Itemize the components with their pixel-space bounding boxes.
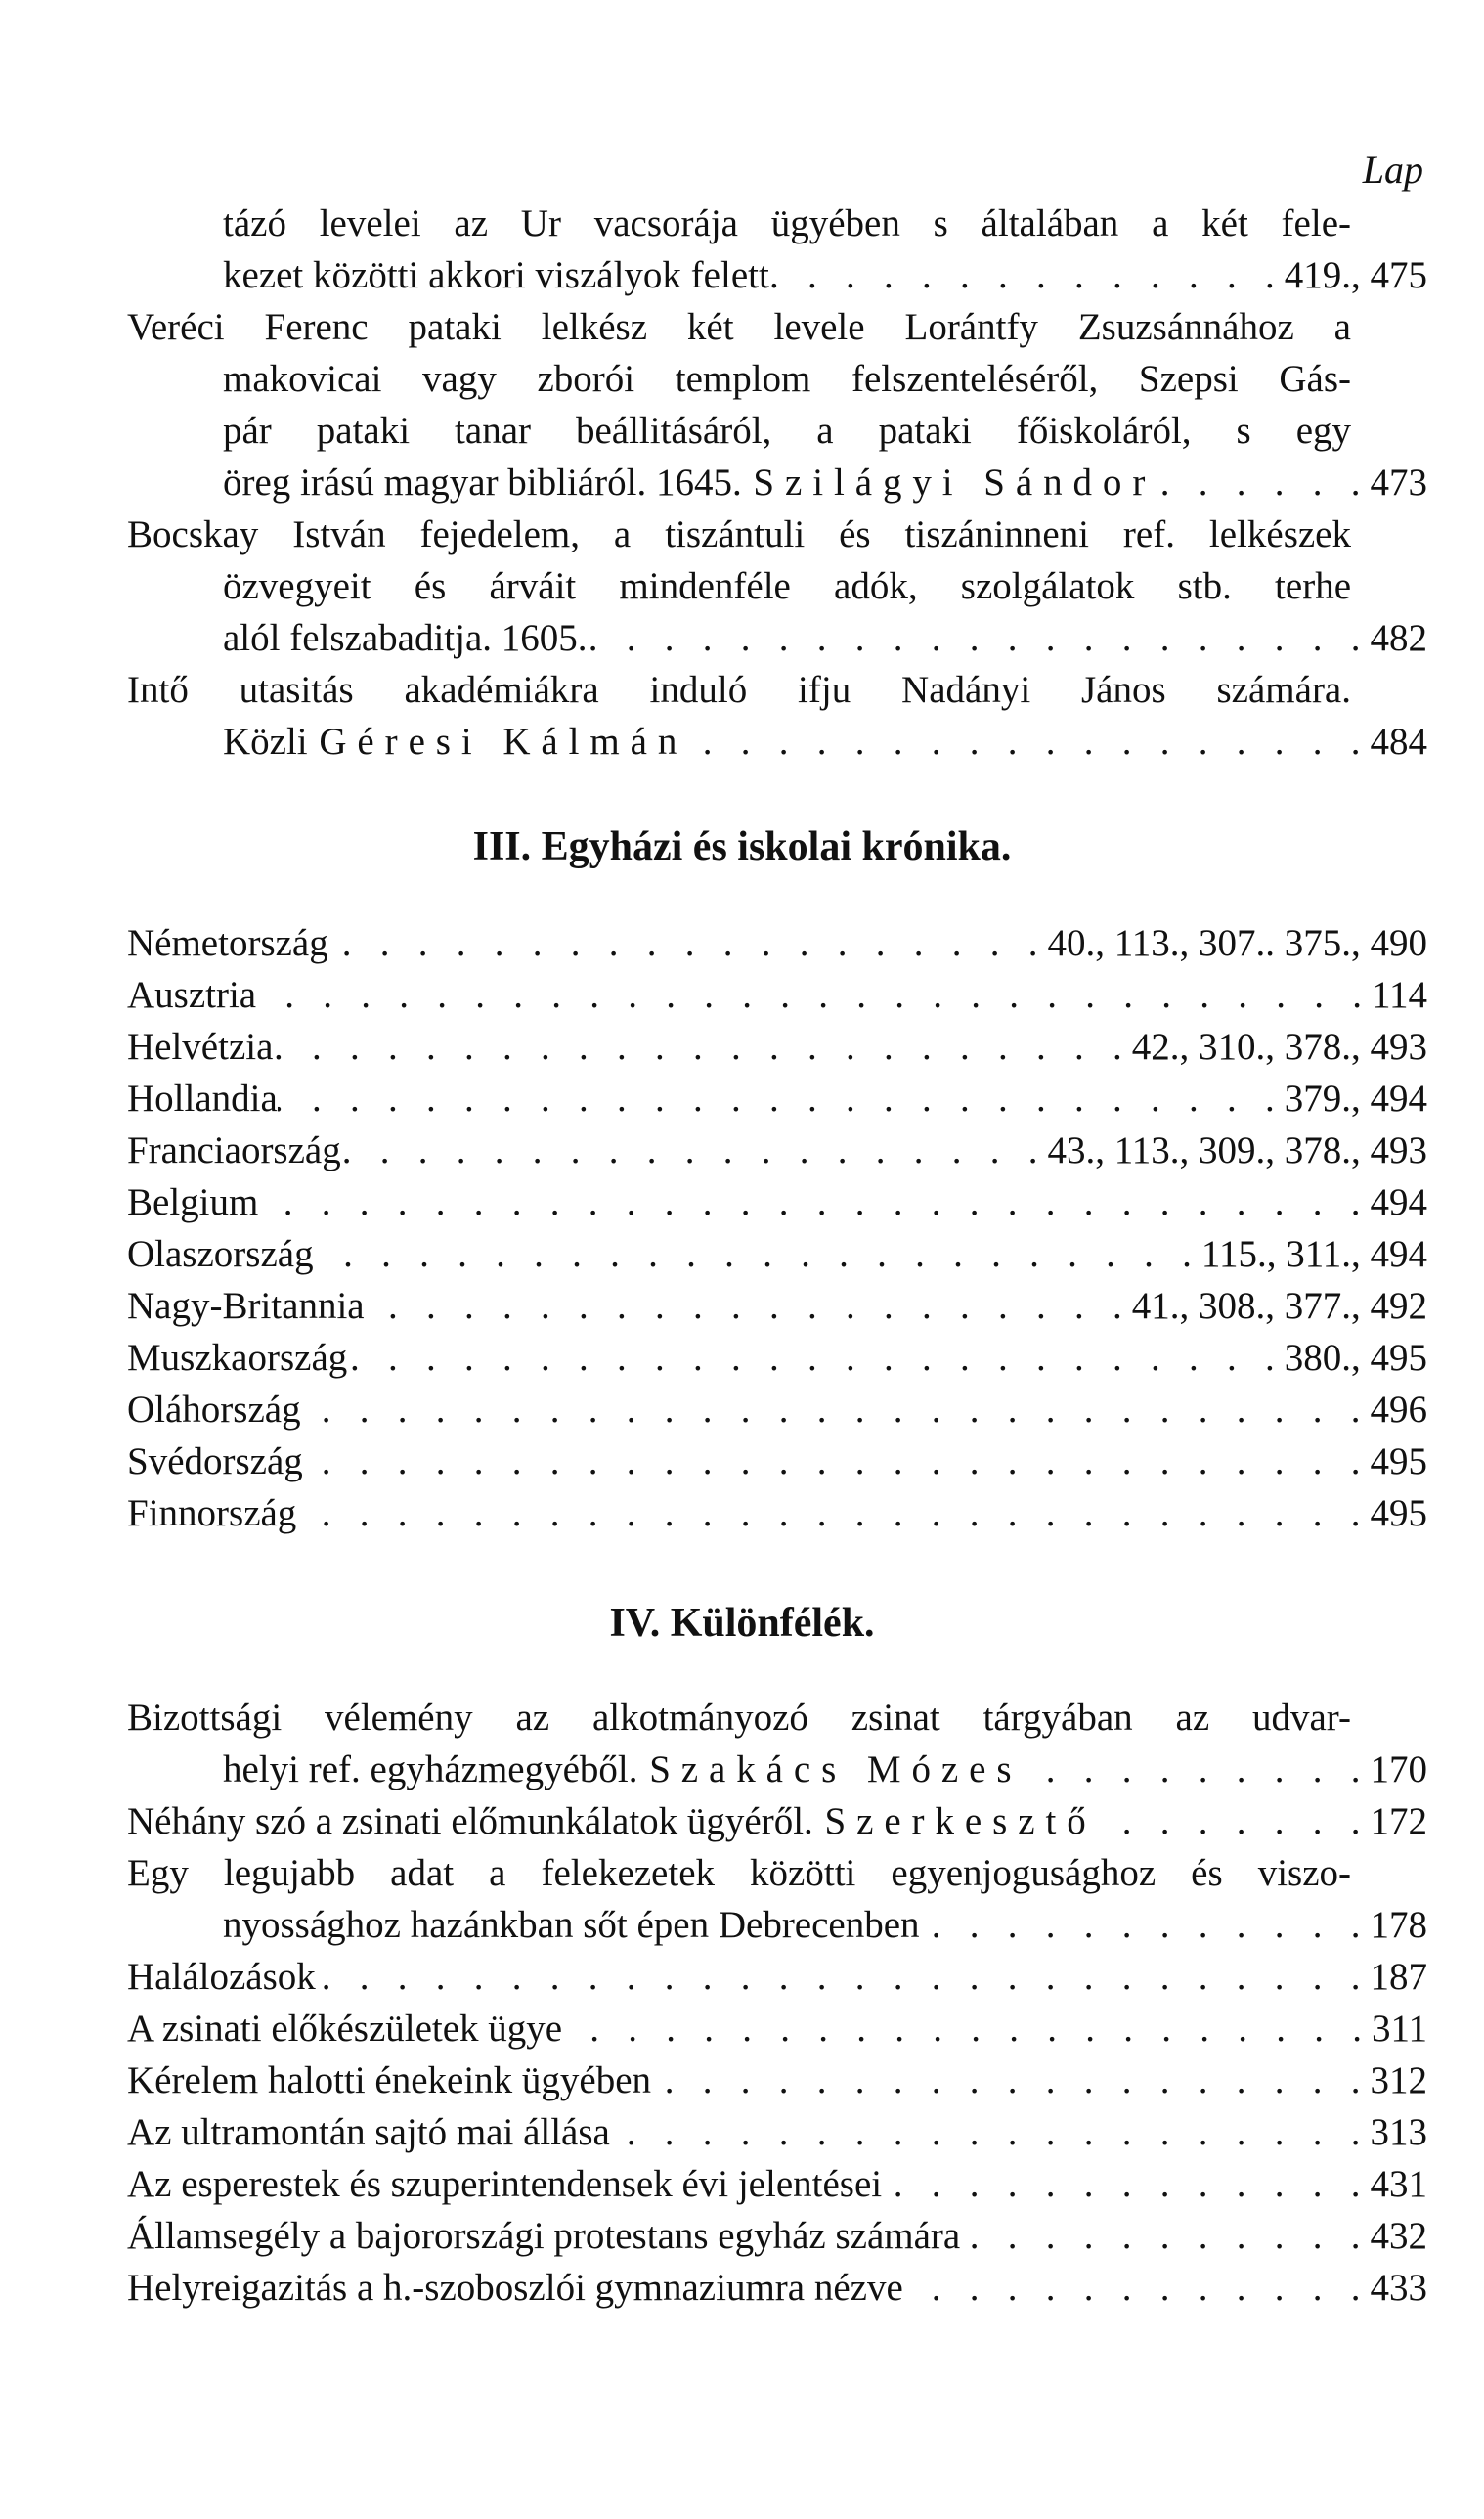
page-number: 40., 113., 307.. 375., 490 bbox=[1047, 922, 1427, 964]
toc-entry bbox=[127, 1125, 1427, 1176]
entry-title: tázó levelei az Ur vacsorája ügyében s általában a két fele- bbox=[223, 202, 1351, 244]
dot-leader bbox=[258, 1176, 1370, 1228]
dot-leader bbox=[273, 1021, 1131, 1073]
entry-text bbox=[223, 457, 1156, 508]
page-number: 433 bbox=[1370, 2267, 1427, 2309]
toc-entry bbox=[127, 1073, 1427, 1125]
entry-text bbox=[223, 1899, 920, 1951]
toc-entry bbox=[127, 1176, 1427, 1228]
section-heading-3: III. Egyházi és iskolai krónika. bbox=[472, 824, 1012, 869]
entry-text bbox=[127, 969, 256, 1021]
entry-title: Helvétzia bbox=[127, 1026, 274, 1068]
dot-leader bbox=[301, 1384, 1371, 1436]
entry-line bbox=[127, 1436, 1427, 1487]
entry-text bbox=[127, 2106, 610, 2158]
page-number: 114 bbox=[1371, 974, 1427, 1016]
dot-leader bbox=[610, 2106, 1371, 2158]
entry-author: Szerkesztő bbox=[824, 1800, 1097, 1842]
entry-line bbox=[127, 508, 1427, 560]
entry-line bbox=[127, 405, 1427, 457]
toc-entry bbox=[127, 1384, 1427, 1436]
entry-line bbox=[127, 2003, 1427, 2055]
page-number: 432 bbox=[1370, 2215, 1427, 2257]
entry-title: Intő utasitás akadémiákra induló ifju Nadányi János számára. bbox=[127, 669, 1351, 711]
entry-line bbox=[127, 1073, 1427, 1125]
entry-line bbox=[127, 2158, 1427, 2210]
entry-text bbox=[127, 2262, 903, 2314]
toc-entry bbox=[127, 1436, 1427, 1487]
entry-title: Muszkaország bbox=[127, 1337, 348, 1379]
page-number: 41., 308., 377., 492 bbox=[1131, 1285, 1427, 1327]
entry-line bbox=[127, 612, 1427, 664]
entry-title: makovicai vagy zborói templom felszenteléséről, Szepsi Gás- bbox=[223, 358, 1351, 400]
entry-text bbox=[223, 353, 1351, 405]
entry-title: Ausztria bbox=[127, 974, 257, 1016]
dot-leader bbox=[769, 249, 1285, 301]
dot-leader bbox=[314, 1228, 1201, 1280]
entry-text bbox=[127, 664, 1351, 716]
entry-line bbox=[127, 560, 1427, 612]
entry-line bbox=[127, 2262, 1427, 2314]
entry-title: Kérelem halotti énekeink ügyében bbox=[127, 2059, 652, 2101]
page-column-label: Lap bbox=[1362, 148, 1423, 192]
page-number: 482 bbox=[1370, 617, 1427, 659]
page-number: 473 bbox=[1370, 462, 1427, 504]
entry-text bbox=[223, 612, 588, 664]
entry-text bbox=[127, 301, 1351, 353]
page-number: 495 bbox=[1370, 1440, 1427, 1482]
dot-leader bbox=[1022, 1744, 1370, 1795]
page-number: 495 bbox=[1370, 1492, 1427, 1534]
entry-text bbox=[127, 2210, 960, 2262]
entry-text bbox=[127, 1487, 296, 1539]
entry-line bbox=[127, 457, 1427, 508]
entry-title: Az ultramontán sajtó mai állása bbox=[127, 2111, 610, 2153]
page-number: 43., 113., 309., 378., 493 bbox=[1047, 1129, 1427, 1171]
dot-leader bbox=[1097, 1795, 1371, 1847]
entry-title: özvegyeit és árváit mindenféle adók, szolgálatok stb. terhe bbox=[223, 565, 1351, 607]
entry-title: Bocskay István fejedelem, a tiszántuli és tiszáninneni ref. lelkészek bbox=[127, 513, 1351, 555]
entry-text bbox=[127, 1692, 1351, 1744]
entry-title: A zsinati előkészületek ügye bbox=[127, 2008, 563, 2050]
toc-entry bbox=[127, 2158, 1427, 2210]
page-number: 115., 311., 494 bbox=[1200, 1233, 1427, 1275]
entry-text bbox=[127, 1280, 365, 1332]
entry-title: Egy legujabb adat a felekezetek közötti egyenjogusághoz és viszo- bbox=[127, 1852, 1351, 1894]
entry-title: öreg irású magyar bibliáról. 1645. bbox=[223, 462, 742, 504]
entry-title: kezet közötti akkori viszályok felett bbox=[223, 254, 769, 296]
entry-title: Az esperestek és szuperintendensek évi jelentései bbox=[127, 2163, 883, 2205]
entry-text bbox=[127, 1951, 316, 2003]
entry-text bbox=[127, 2055, 651, 2106]
entry-title: Belgium bbox=[127, 1181, 259, 1223]
dot-leader bbox=[296, 1487, 1370, 1539]
entry-line bbox=[127, 198, 1427, 249]
entry-line bbox=[127, 1487, 1427, 1539]
entry-line bbox=[127, 1021, 1427, 1073]
toc-entry bbox=[127, 1228, 1427, 1280]
entry-line bbox=[127, 1125, 1427, 1176]
entry-title: Svédország bbox=[127, 1440, 303, 1482]
page-number: 419., 475 bbox=[1284, 254, 1427, 296]
page-number: 494 bbox=[1370, 1181, 1427, 1223]
entry-line bbox=[127, 1692, 1427, 1744]
entry-title: Közli bbox=[223, 721, 308, 763]
entry-line bbox=[127, 1899, 1427, 1951]
dot-leader bbox=[256, 969, 1372, 1021]
toc-entry bbox=[127, 508, 1427, 664]
toc-entry bbox=[127, 301, 1427, 508]
entry-title: Finnország bbox=[127, 1492, 297, 1534]
page-number: 178 bbox=[1370, 1904, 1427, 1946]
toc-entry bbox=[127, 198, 1427, 301]
dot-leader bbox=[960, 2210, 1370, 2262]
dot-leader bbox=[303, 1436, 1371, 1487]
entry-text bbox=[127, 1332, 347, 1384]
dot-leader bbox=[882, 2158, 1370, 2210]
section-heading-4: IV. Különfélék. bbox=[609, 1601, 875, 1646]
entry-text bbox=[127, 508, 1351, 560]
dot-leader bbox=[562, 2003, 1372, 2055]
toc-entry bbox=[127, 1692, 1427, 1795]
toc-entry bbox=[127, 1280, 1427, 1332]
entry-text bbox=[127, 1176, 258, 1228]
page-number: 380., 495 bbox=[1284, 1337, 1427, 1379]
entry-title: Bizottsági vélemény az alkotmányozó zsinat tárgyában az udvar- bbox=[127, 1697, 1351, 1739]
entry-title: Helyreigazitás a h.-szoboszlói gymnaziumra nézve bbox=[127, 2267, 903, 2309]
entry-text bbox=[127, 1125, 341, 1176]
entry-title: helyi ref. egyházmegyéből. bbox=[223, 1748, 638, 1790]
dot-leader bbox=[651, 2055, 1370, 2106]
dot-leader bbox=[588, 612, 1371, 664]
entry-text bbox=[127, 1847, 1351, 1899]
toc-entry bbox=[127, 1332, 1427, 1384]
toc-entry bbox=[127, 1487, 1427, 1539]
entry-title: Halálozások bbox=[127, 1956, 316, 1998]
entry-line bbox=[127, 917, 1427, 969]
entry-text bbox=[127, 1384, 301, 1436]
entry-line bbox=[127, 249, 1427, 301]
entry-title: Hollandia bbox=[127, 1078, 278, 1120]
entry-text bbox=[223, 716, 687, 768]
entry-text bbox=[127, 2158, 882, 2210]
entry-title: Veréci Ferenc pataki lelkész két levele Lorántfy Zsuzsánnához a bbox=[127, 306, 1351, 348]
dot-leader bbox=[341, 1125, 1048, 1176]
entry-line bbox=[127, 1280, 1427, 1332]
entry-text bbox=[127, 1228, 314, 1280]
entry-text bbox=[127, 917, 328, 969]
entry-line bbox=[127, 664, 1427, 716]
entry-line bbox=[127, 1384, 1427, 1436]
entry-title: Olaszország bbox=[127, 1233, 314, 1275]
entry-line bbox=[127, 2106, 1427, 2158]
toc-entry bbox=[127, 917, 1427, 969]
page-number: 172 bbox=[1370, 1800, 1427, 1842]
toc-entry bbox=[127, 664, 1427, 768]
dot-leader bbox=[365, 1280, 1132, 1332]
entry-text bbox=[127, 1073, 278, 1125]
toc-entry bbox=[127, 2003, 1427, 2055]
entry-text bbox=[223, 560, 1351, 612]
page-number: 496 bbox=[1370, 1389, 1427, 1431]
dot-leader bbox=[687, 716, 1370, 768]
dot-leader bbox=[920, 1899, 1371, 1951]
page-number: 312 bbox=[1370, 2059, 1427, 2101]
toc-entry bbox=[127, 2210, 1427, 2262]
page-number: 311 bbox=[1371, 2008, 1427, 2050]
toc-entry bbox=[127, 969, 1427, 1021]
page-number: 170 bbox=[1370, 1748, 1427, 1790]
toc-entry bbox=[127, 2262, 1427, 2314]
entry-line bbox=[127, 1176, 1427, 1228]
page-number: 187 bbox=[1370, 1956, 1427, 1998]
dot-leader bbox=[328, 917, 1048, 969]
entry-title: Németország bbox=[127, 922, 328, 964]
entry-author: Géresi Kálmán bbox=[319, 721, 688, 763]
entry-author: Szilágyi Sándor bbox=[753, 462, 1157, 504]
page-number: 42., 310., 378., 493 bbox=[1131, 1026, 1427, 1068]
toc-section-top bbox=[127, 198, 1427, 768]
entry-line bbox=[127, 1795, 1427, 1847]
dot-leader bbox=[1156, 457, 1370, 508]
toc-section-4 bbox=[127, 1692, 1427, 2314]
toc-entry bbox=[127, 1951, 1427, 2003]
entry-line bbox=[127, 2055, 1427, 2106]
entry-text bbox=[223, 198, 1351, 249]
entry-title: Oláhország bbox=[127, 1389, 301, 1431]
entry-line bbox=[127, 2210, 1427, 2262]
entry-line bbox=[127, 1847, 1427, 1899]
toc-entry bbox=[127, 2055, 1427, 2106]
entry-text bbox=[127, 2003, 562, 2055]
entry-line bbox=[127, 969, 1427, 1021]
entry-line bbox=[127, 353, 1427, 405]
toc-entry bbox=[127, 1795, 1427, 1847]
entry-line bbox=[127, 1332, 1427, 1384]
entry-title: Franciaország bbox=[127, 1129, 341, 1171]
dot-leader bbox=[347, 1332, 1284, 1384]
page-number: 313 bbox=[1370, 2111, 1427, 2153]
page-number: 484 bbox=[1370, 721, 1427, 763]
toc-entry bbox=[127, 2106, 1427, 2158]
entry-text bbox=[127, 1021, 273, 1073]
entry-title: alól felszabaditja. 1605. bbox=[223, 617, 588, 659]
entry-text bbox=[223, 405, 1351, 457]
entry-text bbox=[127, 1436, 303, 1487]
entry-line bbox=[127, 301, 1427, 353]
page-number: 379., 494 bbox=[1284, 1078, 1427, 1120]
entry-title: Nagy-Britannia bbox=[127, 1285, 365, 1327]
entry-title: Államsegély a bajorországi protestans egyház számára bbox=[127, 2215, 961, 2257]
entry-title: nyossághoz hazánkban sőt épen Debrecenben bbox=[223, 1904, 920, 1946]
entry-text bbox=[223, 249, 769, 301]
toc-entry bbox=[127, 1021, 1427, 1073]
entry-text bbox=[223, 1744, 1022, 1795]
dot-leader bbox=[278, 1073, 1285, 1125]
toc-section-3 bbox=[127, 917, 1427, 1539]
entry-author: Szakács Mózes bbox=[649, 1748, 1023, 1790]
entry-text bbox=[127, 1795, 1097, 1847]
toc-entry bbox=[127, 1847, 1427, 1951]
entry-line bbox=[127, 1951, 1427, 2003]
entry-title: pár pataki tanar beállitásáról, a pataki főiskoláról, s egy bbox=[223, 410, 1351, 452]
dot-leader bbox=[903, 2262, 1371, 2314]
entry-line bbox=[127, 1744, 1427, 1795]
page-number: 431 bbox=[1370, 2163, 1427, 2205]
entry-line bbox=[127, 716, 1427, 768]
entry-title: Néhány szó a zsinati előmunkálatok ügyéről. bbox=[127, 1800, 813, 1842]
dot-leader bbox=[316, 1951, 1371, 2003]
entry-line bbox=[127, 1228, 1427, 1280]
